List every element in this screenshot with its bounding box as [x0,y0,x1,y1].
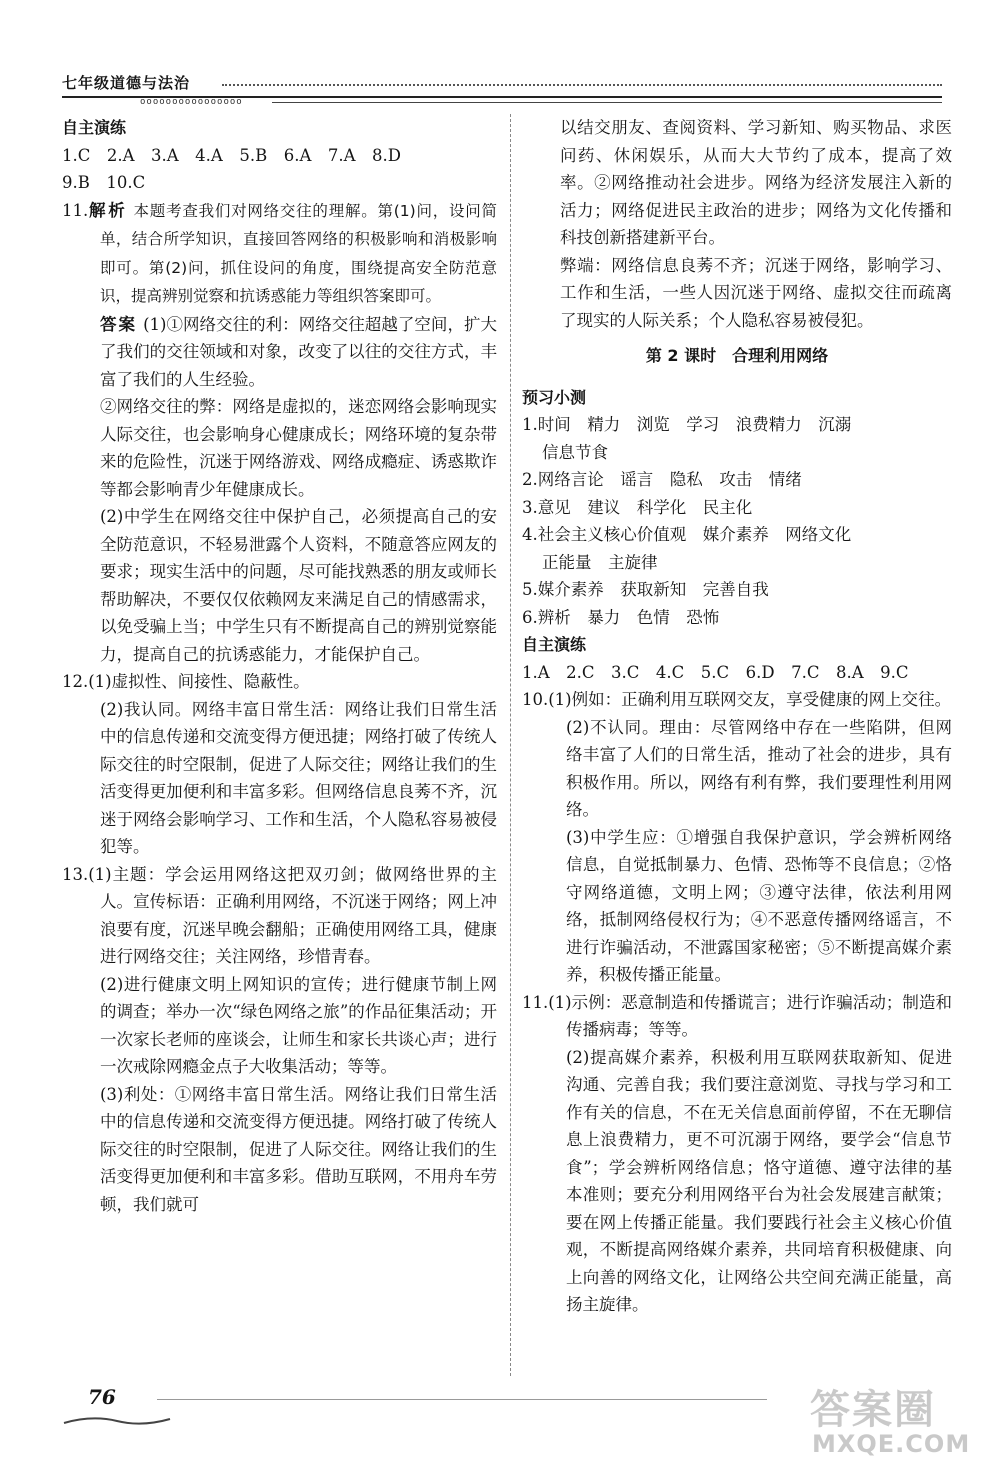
book-title: 七年级道德与法治 [62,74,191,92]
answer-line: 3.意见 建议 科学化 民主化 [522,497,753,517]
answer-line: 1.A 2.C 3.C 4.C 5.C 6.D 7.C 8.A 9.C [522,662,909,682]
section-heading-practice: 自主演练 [62,118,127,137]
answer-paragraph: (2)进行健康文明上网知识的宣传；进行健康节制上网的调查；举办一次“绿色网络之旅”的作品征集活动；开一次家长老师的座谈会，让师生和家长共谈心声；进行一次戒除网瘾金点子大收集活动；等等。 [100,974,497,1076]
answer-paragraph: (3)利处：①网络丰富日常生活。网络让我们日常生活中的信息传递和交流变得方便迅捷。网络打破了传统人际交往的时空限制，促进了人际交往。网络让我们的生活变得更加便利和丰富多彩。借助互联网，不用舟车劳顿，我们就可 [100,1084,497,1214]
header-rule-thin [272,102,942,103]
answer-paragraph: (3)中学生应：①增强自我保护意识，学会辨析网络信息，自觉抵制暴力、色情、恐怖等不良信息；②恪守网络道德，文明上网；③遵守法律，依法利用网络，抵制网络侵权行为；④不恶意传播网络谣言，不进行诈骗活动，不泄露国家秘密；⑤不断提高媒介素养，积极传播正能量。 [566,827,952,984]
answer-line: 信息节食 [542,442,608,462]
watermark [810,1378,980,1464]
answer-line: 正能量 主旋律 [542,552,658,572]
answer-paragraph: 12.(1)虚拟性、间接性、隐蔽性。 [62,672,310,691]
answer-paragraph: 弊端：网络信息良莠不齐；沉迷于网络，影响学习、工作和生活，一些人因沉迷于网络、虚拟交往而疏离了现实的人际关系；个人隐私容易被侵犯。 [560,255,952,330]
footer-rule [157,1399,767,1400]
q11-analysis [62,197,497,311]
answer-paragraph: (2)不认同。理由：尽管网络中存在一些陷阱，但网络丰富了人们的日常生活，推动了社会的进步，具有积极作用。所以，网络有利有弊，我们要理性利用网络。 [566,717,952,819]
column-divider [510,114,511,1376]
answer-line: 2.网络言论 谣言 隐私 攻击 情绪 [522,470,802,489]
section-heading-practice: 自主演练 [522,635,587,654]
answer-line: 1.C 2.A 3.A 4.A 5.B 6.A 7.A 8.D [62,145,401,165]
analysis-text: 本题考查我们对网络交往的理解。第(1)问，设问简单，结合所学知识，直接回答网络的积极影响和消极影响即可。第(2)问，抓住设问的角度，围绕提高安全防范意识，提高辨别觉察和抗诱惑能力等组织答案即可。 [100,201,498,305]
lesson-title: 第 2 课时 合理利用网络 [645,346,829,365]
header-dotted-rule [222,84,942,86]
answer-paragraph: (2)我认同。网络丰富日常生活：网络让我们日常生活中的信息传递和交流变得方便迅捷；网络打破了传统人际交往的时空限制，促进了人际交往；网络让我们的生活变得更加便利和丰富多彩。但网络信息良莠不齐，沉迷于网络会影响学习、工作和生活，个人隐私容易被侵犯等。 [100,699,497,856]
page-number: 76 [88,1385,116,1409]
footer-swoosh-icon [62,1415,172,1427]
left-column [62,114,497,1218]
answer-line: 1.时间 精力 浏览 学习 浪费精力 沉溺 [522,415,852,434]
answer-paragraph: 10.(1)例如：正确利用互联网交友，享受健康的网上交往。 [522,690,952,709]
answer-text: (1)①网络交往的利：网络交往超越了空间，扩大了我们的交往领域和对象，改变了以往的交往方式，丰富了我们的人生经验。 [100,314,498,389]
answer-line: 6.辨析 暴力 色情 恐怖 [522,607,720,627]
answer-paragraph: 13.(1)主题：学会运用网络这把双刃剑；做网络世界的主人。宣传标语：正确利用网络，不沉迷于网络；网上冲浪要有度，沉迷早晚会翻船；正确使用网络工具，健康进行网络交往；关注网络，珍惜青春。 [62,864,497,966]
analysis-label: 解析 [88,200,128,220]
answer-line: 5.媒介素养 获取新知 完善自我 [522,580,769,599]
answer-paragraph: 以结交朋友、查阅资料、学习新知、购买物品、求医问药、休闲娱乐，从而大大节约了成本，提高了效率。②网络推动社会进步。网络为经济发展注入新的活力；网络促进民主政治的进步；网络为文化传播和科技创新搭建新平台。 [560,118,952,247]
question-number: 11. [62,200,89,220]
right-column [522,114,952,1319]
answer-line: 9.B 10.C [62,173,146,192]
answer-paragraph: ②网络交往的弊：网络是虚拟的，迷恋网络会影响现实人际交往，也会影响身心健康成长；网络环境的复杂带来的危险性，沉迷于网络游戏、网络成瘾症、诱惑欺诈等都会影响青少年健康成长。 [100,397,497,499]
section-heading-preview: 预习小测 [522,387,587,407]
answer-paragraph: (2)中学生在网络交往中保护自己，必须提高自己的安全防范意识，不轻易泄露个人资料，不随意答应网友的要求；现实生活中的问题，尽可能找熟悉的朋友或师长帮助解决，不要仅仅依赖网友来满足自己的情感需求，以免受骗上当；中学生只有不断提高自己的辨别觉察能力，提高自己的抗诱惑能力，才能保护自己。 [100,507,497,664]
header-ornament: oooooooooooooooo [140,97,243,107]
answer-label: 答案 [100,314,138,334]
watermark-url: MXQE.COM [812,1430,971,1458]
q11-answer [62,311,497,394]
answer-line: 4.社会主义核心价值观 媒介素养 网络文化 [522,525,852,544]
answer-paragraph: (2)提高媒介素养，积极利用互联网获取新知、促进沟通、完善自我；我们要注意浏览、寻找与学习和工作有关的信息，不在无关信息面前停留，不在无聊信息上浪费精力，更不可沉溺于网络，要学会“信息节食”；学会辨析网络信息；恪守道德、遵守法律的基本准则；要充分利用网络平台为社会发展建言献策；要在网上传播正能量。我们要践行社会主义核心价值观，不断提高网络媒介素养，共同培育积极健康、向上向善的网络文化，让网络公共空间充满正能量，高扬主旋律。 [566,1047,952,1314]
answer-paragraph: 11.(1)示例：恶意制造和传播谎言；进行诈骗活动；制造和传播病毒；等等。 [522,992,952,1039]
watermark-logo: 答案圈 [810,1387,936,1433]
page-header [62,72,942,112]
